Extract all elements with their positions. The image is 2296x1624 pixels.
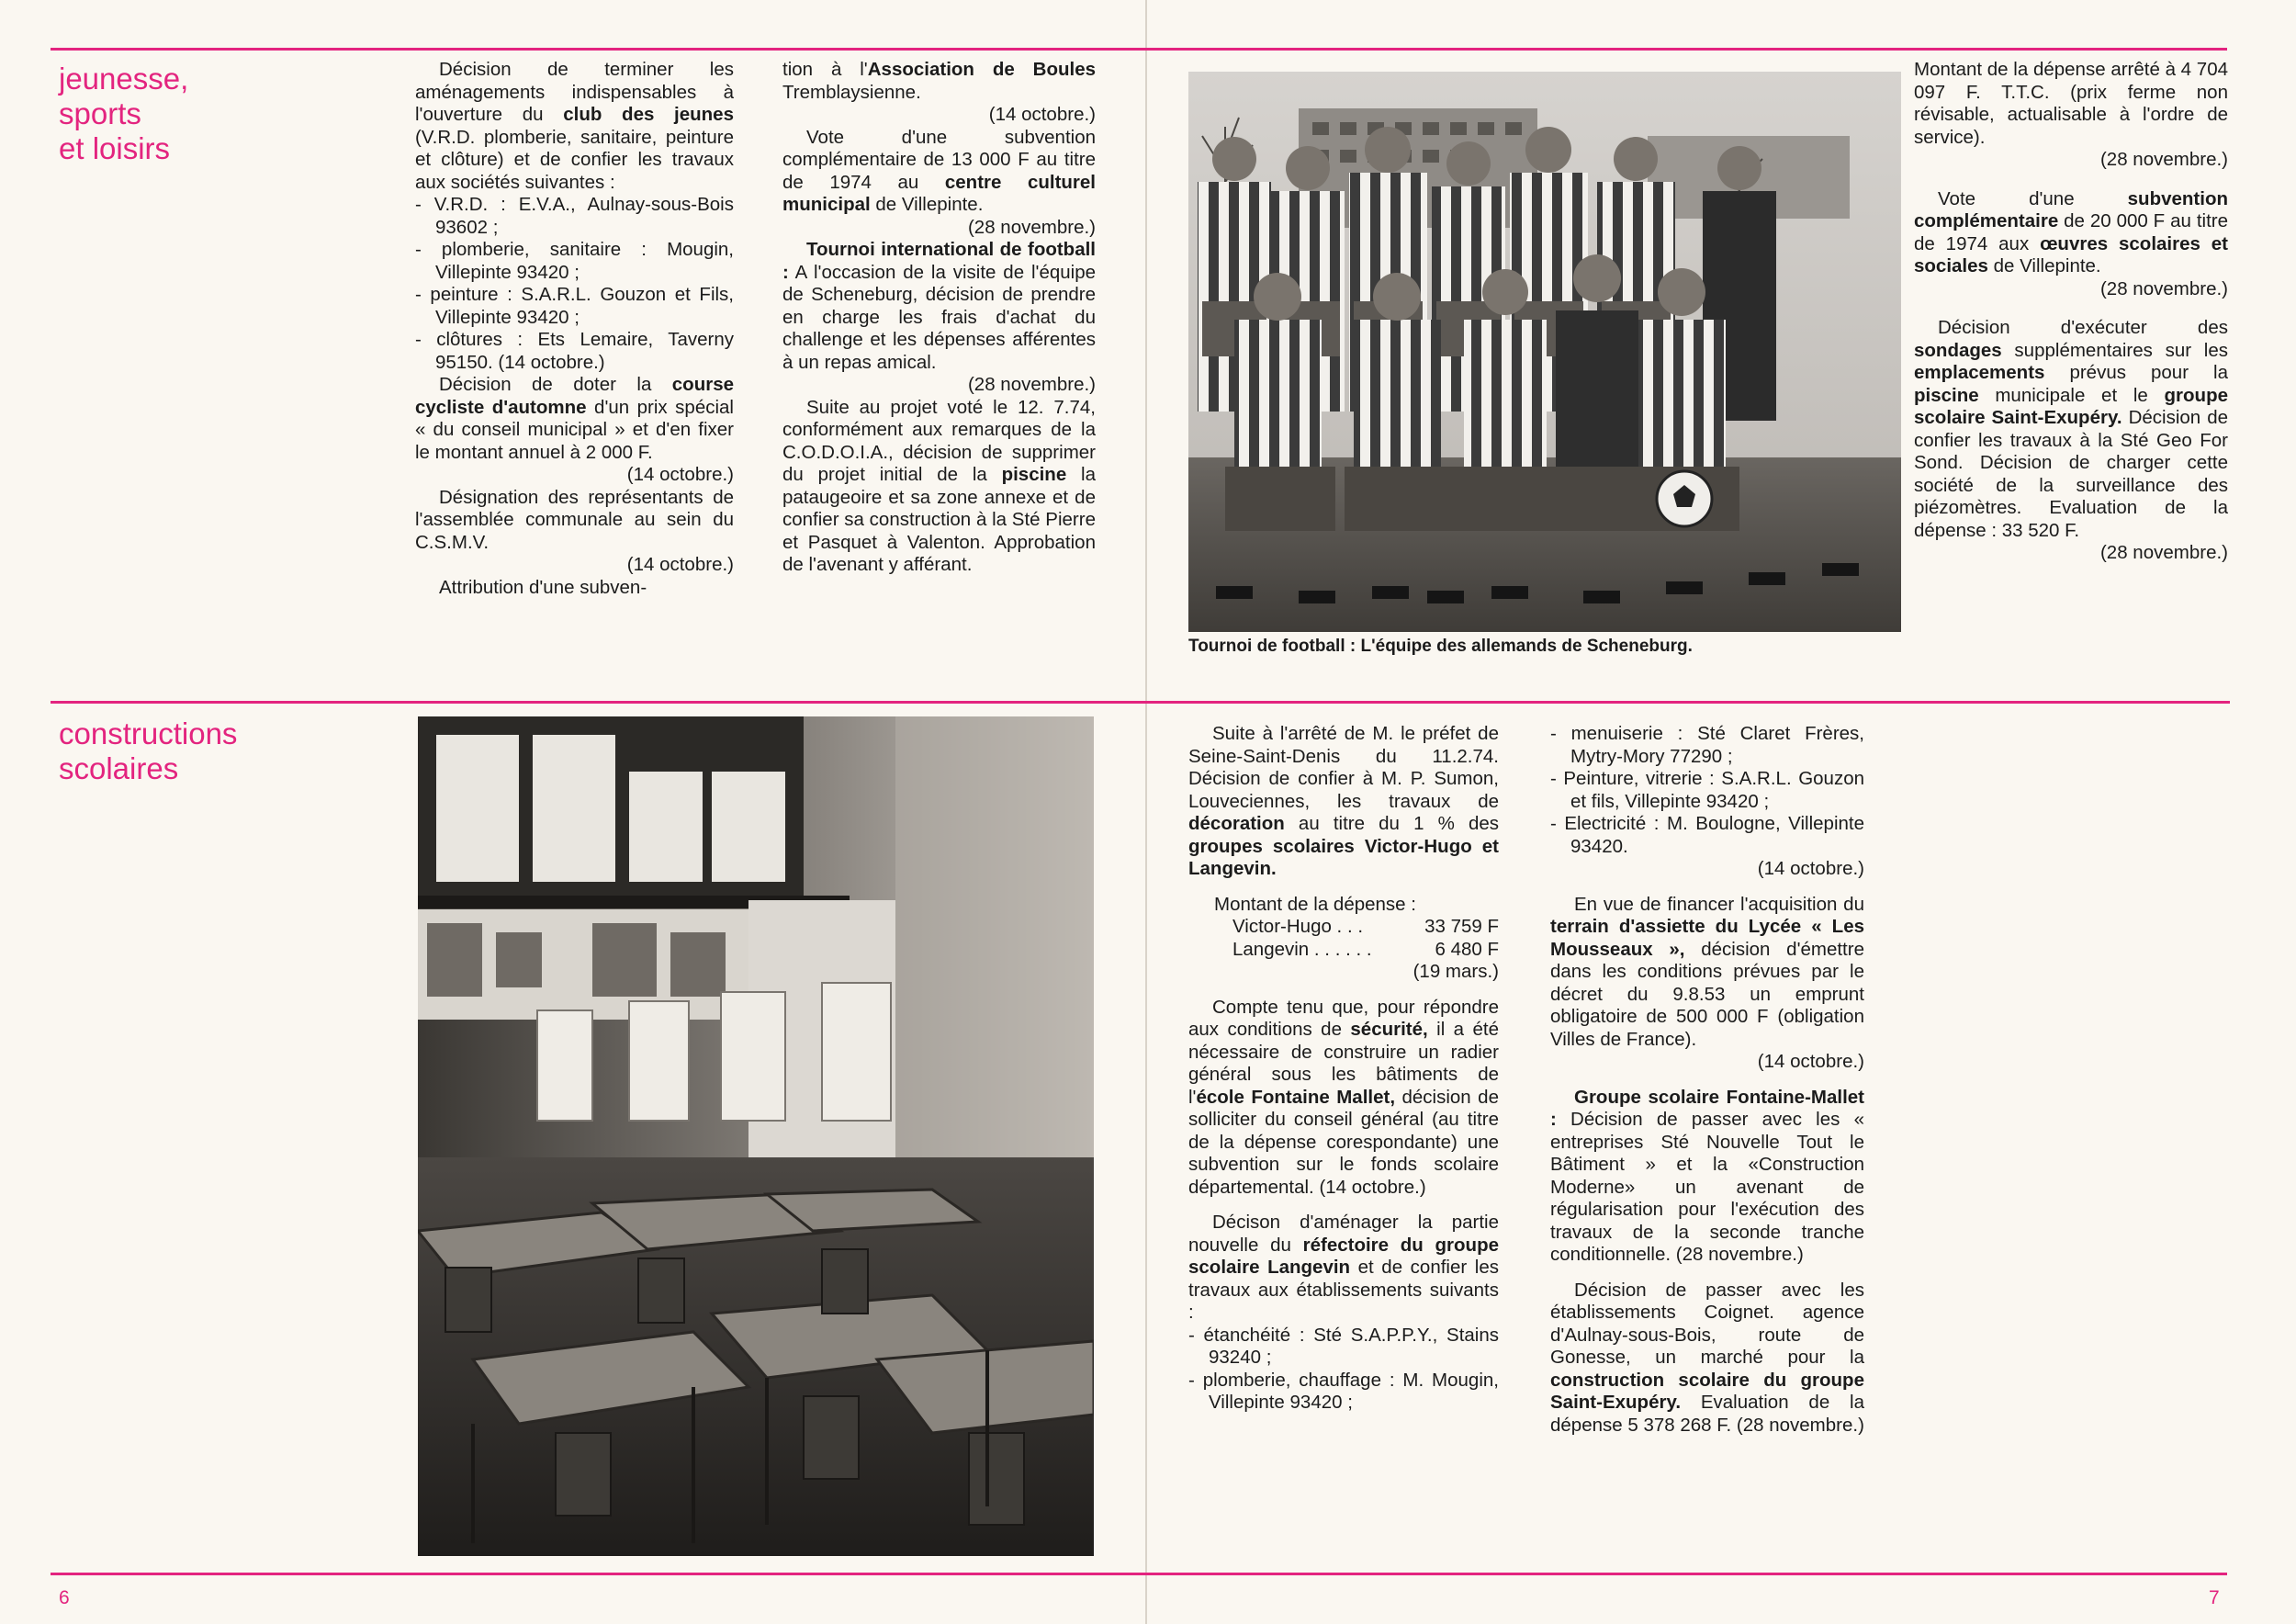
date-note: (19 mars.)	[1412, 961, 1499, 982]
paragraph-lycee-mousseaux: En vue de financer l'acquisition du terrain d'assiette du Lycée « Les Mousseaux », décision d'émettre dans les conditions prévues par le décret du 9.8.53 un emprunt obligatoire de 500 000 F (obligation Villes de France).	[1550, 893, 1864, 1050]
date-note: (28 novembre.)	[2099, 542, 2228, 563]
jeunesse-column-3	[1914, 59, 2228, 565]
amount-label: Montant de la dépense :	[1214, 893, 1416, 915]
date-note: (14 octobre.)	[1757, 1051, 1864, 1072]
date-note: (14 octobre.)	[1757, 858, 1864, 879]
middle-rule-left	[51, 701, 1145, 704]
date-note: (28 novembre.)	[967, 216, 1096, 238]
classroom-photo-image	[418, 716, 1094, 1556]
football-photo-caption: Tournoi de football : L'équipe des allemands de Scheneburg.	[1188, 637, 1693, 656]
middle-rule-right	[1142, 701, 2230, 704]
date-note: (28 novembre.)	[2099, 149, 2228, 170]
amount-table	[1188, 916, 1499, 961]
list-item: - plomberie, sanitaire : Mougin, Villepinte 93420 ;	[415, 239, 734, 283]
page-number-left: 6	[59, 1587, 70, 1608]
amount-value: 6 480 F	[1435, 938, 1499, 960]
paragraph-oeuvres-scolaires: Vote d'une subvention complémentaire de 20 000 F au titre de 1974 aux œuvres scolaires et sociales de Villepinte.	[1914, 187, 2228, 276]
amount-value: 33 759 F	[1424, 916, 1499, 937]
football-team-photo-image	[1188, 72, 1901, 632]
list-item: - Peinture, vitrerie : S.A.R.L. Gouzon et fils, Villepinte 93420 ;	[1550, 768, 1864, 812]
list-item: - plomberie, chauffage : M. Mougin, Villepinte 93420 ;	[1188, 1369, 1499, 1413]
amount-row	[1232, 939, 1499, 962]
date-note: (28 novembre.)	[2099, 277, 2228, 299]
paragraph-securite: Compte tenu que, pour répondre aux conditions de sécurité, il a été nécessaire de construire un radier général sous les bâtiments de l'école Fontaine Mallet, décision de solliciter du conseil général (au titre de la dépense corespondante) une subvention sur le fonds scolaire départemental. (14 octobre.)	[1188, 996, 1499, 1198]
paragraph-sondages: Décision d'exécuter des sondages supplémentaires sur les emplacements prévus pour la piscine municipale et le groupe scolaire Saint-Exupéry. Décision de confier les travaux à la Sté Geo For Sond. Décision de charger cette société de la surveillance des piézomètres. Evaluation de la dépense : 33 520 F.	[1914, 317, 2229, 541]
paragraph-tournoi-football: Tournoi international de football : A l'occasion de la visite de l'équipe de Scheneburg, décision de prendre en charge les frais d'achat du challenge et les dépenses afférentes à un repas amical.	[782, 239, 1096, 373]
paragraph-montant-piscine: Montant de la dépense arrêté à 4 704 097 F. T.T.C. (prix ferme non révisable, actualisable à l'ordre de service).	[1914, 59, 2228, 148]
list-item: - Electricité : M. Boulogne, Villepinte 93420.	[1550, 813, 1864, 857]
list-item: - menuiserie : Sté Claret Frères, Mytry-Mory 77290 ;	[1550, 723, 1864, 767]
section-title-constructions: constructions scolaires	[59, 716, 238, 785]
list-item: - étanchéité : Sté S.A.P.P.Y., Stains 93240 ;	[1188, 1324, 1499, 1368]
amount-name: Victor-Hugo . . .	[1232, 916, 1364, 937]
section-title-jeunesse: jeunesse, sports et loisirs	[59, 62, 189, 165]
paragraph-fontaine-mallet: Groupe scolaire Fontaine-Mallet : Décision de passer avec les « entreprises Sté Nouvelle Tout le Bâtiment » et la «Construction Moderne» un avenant de régularisation pour l'exécution des travaux de la seconde tranche conditionnelle. (28 novembre.)	[1550, 1086, 1864, 1265]
top-rule-right	[1142, 48, 2227, 51]
jeunesse-column-1	[415, 59, 734, 599]
date-note: (28 novembre.)	[967, 374, 1096, 395]
date-note: (14 octobre.)	[626, 464, 734, 485]
amount-row	[1232, 916, 1499, 939]
bottom-rule-left	[51, 1573, 1145, 1575]
list-item: - V.R.D. : E.V.A., Aulnay-sous-Bois 93602 ;	[415, 194, 734, 238]
paragraph-piscine: Suite au projet voté le 12. 7.74, conformément aux remarques de la C.O.D.O.I.A., décision de supprimer du projet initial de la piscine la pataugeoire et sa zone annexe et de confier sa construction à la Sté Pierre et Pasquet à Valenton. Approbation de l'avenant y afférant.	[782, 396, 1096, 575]
list-item: - clôtures : Ets Lemaire, Taverny 95150. (14 octobre.)	[415, 329, 734, 373]
paragraph-course-cycliste: Décision de doter la course cycliste d'automne d'un prix spécial « du conseil municipal » et d'en fixer le montant annuel à 2 000 F.	[415, 374, 734, 463]
paragraph-subvention-start: Attribution d'une subven-	[439, 576, 647, 598]
constructions-column-1	[1188, 723, 1499, 1415]
paragraph-saint-exupery: Décision de passer avec les établissements Coignet. agence d'Aulnay-sous-Bois, route de Gonesse, un marché pour la construction scolaire du groupe Saint-Exupéry. Evaluation de la dépense 5 378 268 F. (28 novembre.)	[1550, 1279, 1864, 1436]
paragraph-decoration: Suite à l'arrêté de M. le préfet de Seine-Saint-Denis du 11.2.74. Décision de confier à M. P. Sumon, Louveciennes, les travaux de décoration au titre du 1 % des groupes scolaires Victor-Hugo et Langevin.	[1188, 723, 1499, 879]
page-gutter	[1145, 0, 1147, 1624]
jeunesse-column-2	[782, 59, 1096, 577]
paragraph-refectoire: Décison d'aménager la partie nouvelle du réfectoire du groupe scolaire Langevin et de confier les travaux aux établissements suivants :	[1188, 1212, 1499, 1323]
amount-name: Langevin . . . . . .	[1232, 938, 1372, 960]
classroom-photo	[418, 716, 1094, 1556]
paragraph-association-boules: tion à l'Association de Boules Tremblaysienne.	[782, 59, 1096, 103]
paragraph-csmv: Désignation des représentants de l'assemblée communale au sein du C.S.M.V.	[415, 486, 734, 553]
top-rule-left	[51, 48, 1145, 51]
date-note: (14 octobre.)	[988, 104, 1096, 125]
page-number-right: 7	[2209, 1587, 2220, 1608]
paragraph-club-des-jeunes: Décision de terminer les aménagements indispensables à l'ouverture du club des jeunes (V.R.D. plomberie, sanitaire, peinture et clôture) et de confier les travaux aux sociétés suivantes :	[415, 59, 734, 193]
list-item: - peinture : S.A.R.L. Gouzon et Fils, Villepinte 93420 ;	[415, 284, 734, 328]
date-note: (14 octobre.)	[626, 554, 734, 575]
bottom-rule-right	[1142, 1573, 2227, 1575]
football-team-photo	[1188, 72, 1901, 632]
paragraph-centre-culturel: Vote d'une subvention complémentaire de 13 000 F au titre de 1974 au centre culturel municipal de Villepinte.	[782, 126, 1096, 215]
constructions-column-2	[1550, 723, 1864, 1437]
